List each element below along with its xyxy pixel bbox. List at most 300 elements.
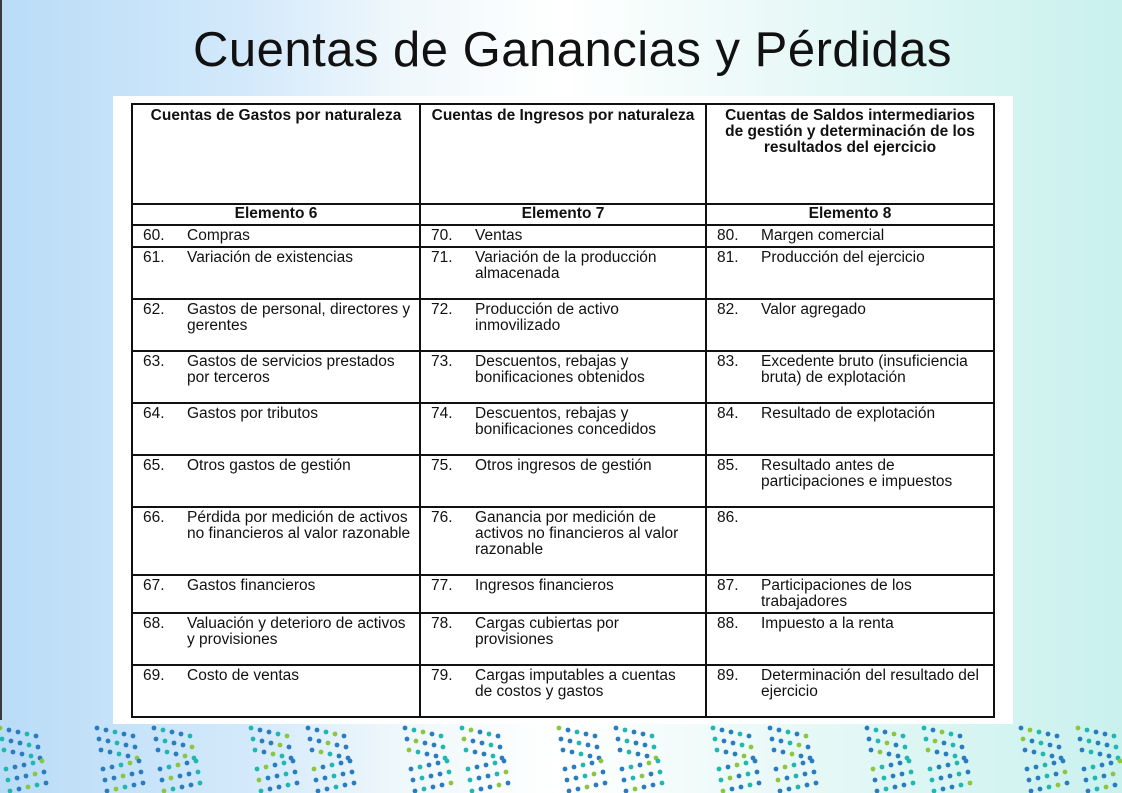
element-row — [132, 204, 994, 225]
decorative-dot — [871, 767, 876, 772]
decorative-dot — [325, 787, 330, 792]
decorative-dot — [13, 765, 18, 770]
decorative-dot — [339, 761, 344, 766]
decorative-dot — [18, 741, 23, 746]
decorative-dot — [584, 732, 589, 737]
decorative-dot — [958, 734, 963, 739]
account-number: 79. — [431, 667, 453, 684]
decorative-dot — [260, 739, 265, 744]
decorative-dot — [898, 761, 903, 766]
decorative-dot — [746, 772, 751, 777]
decorative-dot — [581, 763, 586, 768]
decorative-dot — [1029, 789, 1034, 793]
decorative-dot — [439, 734, 444, 739]
decorative-dot — [154, 737, 159, 742]
decorative-dot — [278, 743, 283, 748]
decorative-dot — [865, 726, 870, 731]
decorative-dot — [128, 761, 133, 766]
decorative-dot — [603, 781, 608, 786]
account-cell — [132, 247, 420, 299]
decorative-dot — [647, 761, 652, 766]
account-item — [431, 458, 697, 474]
decorative-dot — [721, 789, 726, 793]
account-cell — [706, 665, 994, 717]
account-cell — [706, 613, 994, 665]
decorative-dot — [259, 789, 264, 793]
account-item — [143, 616, 411, 648]
decorative-dot — [1050, 754, 1055, 759]
decorative-dot — [577, 741, 582, 746]
decorative-dot — [42, 770, 47, 775]
decorative-dot — [731, 741, 736, 746]
account-cell — [132, 507, 420, 575]
account-name: Gastos de servicios prestados por terceros — [187, 353, 395, 386]
account-number: 87. — [717, 577, 739, 594]
decorative-dot — [590, 761, 595, 766]
decorative-dot — [268, 787, 273, 792]
account-number: 81. — [717, 249, 739, 266]
decorative-dot — [113, 730, 118, 735]
account-name: Descuentos, rebajas y bonificaciones obtenidos — [475, 353, 645, 386]
decorative-dot — [316, 789, 321, 793]
decorative-dot — [570, 750, 575, 755]
decorative-dot — [106, 739, 111, 744]
decorative-dot — [891, 774, 896, 779]
decorative-dot — [876, 739, 881, 744]
decorative-dot — [249, 726, 254, 731]
decorative-dot — [1065, 781, 1070, 786]
decorative-dot — [942, 741, 947, 746]
decorative-dot — [1019, 726, 1024, 731]
table-row — [132, 225, 994, 247]
decorative-dot — [624, 789, 629, 793]
decorative-dot — [409, 767, 414, 772]
decorative-dot — [25, 732, 30, 737]
account-cell — [706, 247, 994, 299]
decorative-dot — [719, 778, 724, 783]
decorative-dot — [755, 770, 760, 775]
decorative-dot — [735, 763, 740, 768]
decorative-dot — [768, 726, 773, 731]
decorative-dot — [1109, 761, 1114, 766]
decorative-dot — [95, 726, 100, 731]
decorative-dot — [310, 748, 315, 753]
decorative-dot — [790, 752, 795, 757]
element-6: Elemento 6 — [132, 204, 420, 225]
decorative-dot — [132, 783, 137, 788]
decorative-dot — [803, 772, 808, 777]
decorative-dot — [968, 781, 973, 786]
decorative-dot — [407, 748, 412, 753]
decorative-dot — [293, 770, 298, 775]
decorative-dot — [739, 785, 744, 790]
decorative-dot — [117, 752, 122, 757]
decorative-dot — [1027, 778, 1032, 783]
decorative-dot — [1104, 785, 1109, 790]
decorative-dot — [1085, 728, 1090, 733]
account-number: 63. — [143, 353, 165, 370]
account-item — [717, 406, 985, 422]
decorative-dot — [20, 752, 25, 757]
decorative-dot — [636, 752, 641, 757]
decorative-dot — [473, 750, 478, 755]
decorative-dot — [953, 754, 958, 759]
decorative-dot — [1082, 767, 1087, 772]
decorative-dot — [29, 754, 34, 759]
decorative-dot — [319, 750, 324, 755]
decorative-dot — [880, 765, 885, 770]
decorative-dot — [33, 772, 38, 777]
decorative-dot — [1094, 730, 1099, 735]
account-name: Gastos de personal, directores y gerentes — [187, 301, 411, 334]
account-item — [431, 228, 697, 244]
decorative-dot — [257, 778, 262, 783]
decorative-dot — [172, 741, 177, 746]
decorative-dot — [475, 765, 480, 770]
decorative-dot — [156, 748, 161, 753]
decorative-dot — [130, 772, 135, 777]
decorative-dot — [631, 776, 636, 781]
decorative-dot — [133, 745, 138, 750]
decorative-dot — [585, 785, 590, 790]
decorative-dot — [504, 770, 509, 775]
account-name: Variación de la producción almacenada — [475, 249, 657, 282]
decorative-dot — [328, 752, 333, 757]
decorative-dot — [645, 754, 650, 759]
decorative-dot — [269, 741, 274, 746]
decorative-dot — [427, 763, 432, 768]
decorative-dot — [922, 726, 927, 731]
decorative-dot — [122, 732, 127, 737]
decorative-dot — [22, 763, 27, 768]
decorative-dot — [496, 734, 501, 739]
decorative-dot — [651, 783, 656, 788]
decorative-dot — [950, 785, 955, 790]
decorative-dot — [930, 778, 935, 783]
decorative-dot — [658, 770, 663, 775]
decorative-dot — [946, 763, 951, 768]
decorative-dot — [487, 732, 492, 737]
decorative-dot — [105, 789, 110, 793]
decorative-dot — [1091, 765, 1096, 770]
decorative-dot — [436, 761, 441, 766]
account-cell — [706, 299, 994, 351]
decorative-dot — [295, 781, 300, 786]
decorative-dot — [902, 783, 907, 788]
account-cell — [132, 351, 420, 403]
decorative-dot — [477, 776, 482, 781]
account-cell — [420, 299, 706, 351]
decorative-dot — [1089, 750, 1094, 755]
decorative-dot — [563, 767, 568, 772]
decorative-dot — [949, 732, 954, 737]
account-number: 89. — [717, 667, 739, 684]
decorative-dot — [115, 741, 120, 746]
table-header-row — [132, 104, 994, 204]
account-name: Pérdida por medición de activos no financieros al valor razonable — [187, 509, 411, 542]
decorative-dot — [139, 770, 144, 775]
decorative-dot — [0, 737, 4, 742]
decorative-dot — [323, 776, 328, 781]
decorative-dot — [1054, 772, 1059, 777]
decorative-dot — [964, 759, 969, 764]
decorative-dot — [431, 785, 436, 790]
decorative-dot — [588, 754, 593, 759]
decorative-dot — [141, 781, 146, 786]
account-item — [143, 354, 411, 386]
decorative-dot — [330, 763, 335, 768]
account-item — [717, 228, 985, 244]
decorative-dot — [97, 737, 102, 742]
decorative-dot — [565, 778, 570, 783]
header-expenses: Cuentas de Gastos por naturaleza — [132, 104, 420, 204]
decorative-dot — [618, 748, 623, 753]
account-number: 64. — [143, 405, 165, 422]
decorative-dot — [1039, 741, 1044, 746]
decorative-dot — [737, 774, 742, 779]
decorative-dot — [334, 785, 339, 790]
decorative-dot — [656, 759, 661, 764]
account-cell — [420, 351, 706, 403]
decorative-dot — [928, 767, 933, 772]
decorative-dot — [158, 767, 163, 772]
account-number: 69. — [143, 667, 165, 684]
account-item — [717, 458, 985, 490]
decorative-dot — [196, 770, 201, 775]
decorative-dot — [308, 737, 313, 742]
account-name — [761, 510, 985, 526]
decorative-dot — [188, 734, 193, 739]
decorative-dot — [449, 781, 454, 786]
account-item — [431, 406, 697, 438]
decorative-dot — [282, 761, 287, 766]
decorative-dot — [266, 776, 271, 781]
decorative-dot — [169, 776, 174, 781]
account-number: 66. — [143, 509, 165, 526]
account-number: 88. — [717, 615, 739, 632]
account-cell — [706, 455, 994, 507]
account-item — [717, 250, 985, 266]
decorative-dot — [614, 726, 619, 731]
decorative-dot — [447, 770, 452, 775]
decorative-dot — [717, 767, 722, 772]
decorative-dot — [1103, 732, 1108, 737]
decorative-dot — [1114, 745, 1119, 750]
decorative-dot — [445, 759, 450, 764]
account-item — [717, 302, 985, 318]
decorative-dot — [1030, 739, 1035, 744]
decorative-dot — [430, 732, 435, 737]
account-name: Costo de ventas — [187, 667, 300, 684]
decorative-dot — [786, 730, 791, 735]
table-row — [132, 403, 994, 455]
account-name: Resultado de explotación — [761, 405, 936, 422]
decorative-dot — [1032, 750, 1037, 755]
decorative-dot — [262, 750, 267, 755]
slide-title: Cuentas de Ganancias y Pérdidas — [192, 23, 953, 77]
decorative-dot — [650, 734, 655, 739]
decorative-dot — [167, 765, 172, 770]
decorative-dot — [814, 781, 819, 786]
account-item — [143, 510, 411, 542]
decorative-dot — [35, 783, 40, 788]
account-number: 71. — [431, 249, 453, 266]
decorative-dot — [466, 767, 471, 772]
decorative-dot — [286, 783, 291, 788]
decorative-dot — [625, 739, 630, 744]
decorative-dot — [903, 745, 908, 750]
decorative-dot — [1087, 739, 1092, 744]
decorative-dot — [291, 759, 296, 764]
decorative-dot — [1028, 728, 1033, 733]
decorative-dot — [627, 750, 632, 755]
decorative-dot — [804, 734, 809, 739]
decorative-dot — [579, 752, 584, 757]
account-name: Participaciones de los trabajadores — [761, 577, 912, 610]
decorative-dot — [932, 789, 937, 793]
decorative-dot — [794, 774, 799, 779]
decorative-dot — [183, 754, 188, 759]
decorative-dot-pattern — [0, 722, 1122, 793]
account-item — [143, 406, 411, 422]
decorative-dot — [1061, 759, 1066, 764]
decorative-dot — [594, 783, 599, 788]
account-item — [431, 510, 697, 558]
accounts-table — [131, 103, 995, 718]
account-item — [143, 228, 411, 244]
account-name: Resultado antes de participaciones e impuestos — [761, 457, 953, 490]
decorative-dot — [779, 739, 784, 744]
decorative-dot — [957, 772, 962, 777]
account-cell — [132, 455, 420, 507]
decorative-dot — [181, 743, 186, 748]
account-item — [431, 354, 697, 386]
account-item — [431, 302, 697, 334]
account-name: Variación de existencias — [187, 249, 353, 266]
decorative-dot — [781, 750, 786, 755]
account-name: Impuesto a la renta — [761, 615, 894, 632]
decorative-dot — [1023, 748, 1028, 753]
decorative-dot — [574, 776, 579, 781]
decorative-dot — [131, 734, 136, 739]
decorative-dot — [4, 767, 9, 772]
decorative-dot — [280, 754, 285, 759]
account-item — [717, 616, 985, 632]
decorative-dot — [324, 730, 329, 735]
decorative-dot — [180, 785, 185, 790]
decorative-dot — [810, 759, 815, 764]
decorative-dot — [170, 730, 175, 735]
left-border-line — [0, 0, 2, 720]
account-name: Gastos por tributos — [187, 405, 318, 422]
decorative-dot — [273, 763, 278, 768]
decorative-dot — [744, 761, 749, 766]
decorative-dot — [179, 732, 184, 737]
account-number: 70. — [431, 227, 453, 244]
decorative-dot — [418, 765, 423, 770]
account-number: 75. — [431, 457, 453, 474]
decorative-dot — [796, 785, 801, 790]
account-item — [143, 250, 411, 266]
decorative-dot — [1052, 761, 1057, 766]
table-row — [132, 507, 994, 575]
decorative-dot — [1021, 737, 1026, 742]
decorative-dot — [788, 741, 793, 746]
decorative-dot — [740, 743, 745, 748]
decorative-dot — [31, 761, 36, 766]
decorative-dot — [8, 789, 13, 793]
decorative-dot — [1034, 765, 1039, 770]
decorative-dot — [806, 745, 811, 750]
decorative-dot — [777, 728, 782, 733]
decorative-dot — [944, 752, 949, 757]
decorative-dot — [506, 781, 511, 786]
header-income: Cuentas de Ingresos por naturaleza — [420, 104, 706, 204]
decorative-dot — [728, 776, 733, 781]
account-cell — [132, 403, 420, 455]
decorative-dot — [738, 732, 743, 737]
decorative-dot — [632, 730, 637, 735]
decorative-dot — [480, 741, 485, 746]
account-cell — [132, 575, 420, 613]
decorative-dot — [414, 739, 419, 744]
account-number: 60. — [143, 227, 165, 244]
decorative-dot — [161, 728, 166, 733]
decorative-dot — [638, 763, 643, 768]
account-item — [143, 302, 411, 334]
decorative-dot — [315, 728, 320, 733]
decorative-dot — [470, 789, 475, 793]
decorative-dot — [599, 759, 604, 764]
decorative-dot — [559, 737, 564, 742]
decorative-dot — [873, 778, 878, 783]
decorative-dot — [341, 772, 346, 777]
table-row — [132, 351, 994, 403]
decorative-dot — [1086, 789, 1091, 793]
decorative-dot — [1078, 737, 1083, 742]
decorative-dot — [955, 761, 960, 766]
decorative-dot — [948, 774, 953, 779]
decorative-dot — [887, 752, 892, 757]
decorative-dot — [894, 743, 899, 748]
account-item — [431, 578, 697, 594]
decorative-dot — [797, 743, 802, 748]
decorative-dot — [1095, 787, 1100, 792]
decorative-dot — [642, 785, 647, 790]
decorative-dot — [795, 732, 800, 737]
decorative-dot — [911, 781, 916, 786]
account-item — [717, 510, 985, 526]
decorative-dot — [264, 765, 269, 770]
account-name: Ingresos financieros — [475, 577, 614, 594]
decorative-dot — [883, 730, 888, 735]
decorative-dot — [332, 774, 337, 779]
decorative-dot — [104, 728, 109, 733]
decorative-dot — [874, 728, 879, 733]
decorative-dot — [119, 763, 124, 768]
decorative-dot — [926, 748, 931, 753]
account-name: Ventas — [475, 227, 523, 244]
decorative-dot — [576, 787, 581, 792]
decorative-dot — [924, 737, 929, 742]
account-cell — [420, 247, 706, 299]
account-cell — [706, 351, 994, 403]
decorative-dot — [464, 748, 469, 753]
decorative-dot — [884, 787, 889, 792]
decorative-dot — [812, 770, 817, 775]
decorative-dot — [774, 767, 779, 772]
decorative-dot — [350, 770, 355, 775]
